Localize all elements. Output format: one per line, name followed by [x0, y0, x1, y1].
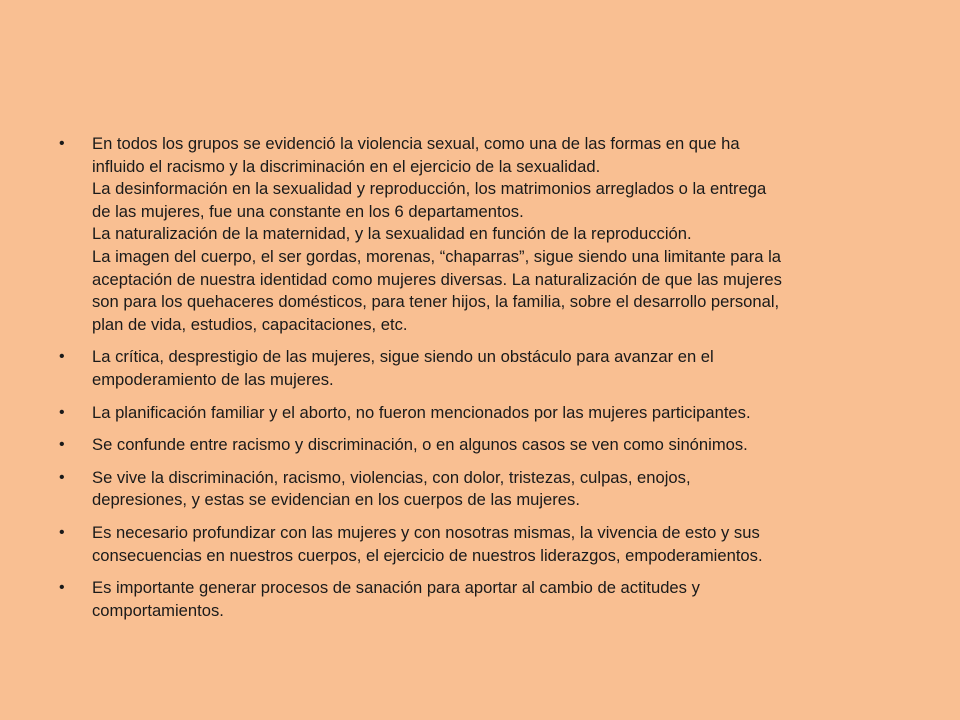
bullet-text-line: En todos los grupos se evidenció la violencia sexual, como una de las formas en que ha	[92, 134, 740, 153]
bullet-dot-icon: •	[59, 348, 65, 366]
bullet-text-line: La crítica, desprestigio de las mujeres, sigue siendo un obstáculo para avanzar en el	[92, 347, 714, 367]
bullet-list	[56, 133, 906, 632]
bullet-text-line: Se vive la discriminación, racismo, violencias, con dolor, tristezas, culpas, enojos,	[92, 467, 691, 487]
bullet-text-line: son para los quehaceres domésticos, para tener hijos, la familia, sobre el desarrollo personal,	[92, 292, 780, 312]
bullet-dot-icon: •	[59, 135, 65, 152]
bullet-text-line: consecuencias en nuestros cuerpos, el ejercicio de nuestros liderazgos, empoderamientos.	[92, 545, 763, 565]
bullet-text-line: comportamientos.	[92, 600, 224, 620]
bullet-dot-icon: •	[59, 403, 65, 421]
bullet-dot-icon: •	[59, 579, 65, 597]
bullet-item	[56, 434, 906, 457]
bullet-text-line: La desinformación en la sexualidad y reproducción, los matrimonios arreglados o la entrega	[92, 179, 767, 199]
bullet-item	[56, 467, 906, 512]
bullet-dot-icon: •	[59, 468, 65, 486]
bullet-text-line: La imagen del cuerpo, el ser gordas, morenas, “chaparras”, sigue siendo una limitante para la	[92, 246, 782, 266]
bullet-dot-icon: •	[59, 523, 65, 541]
bullet-item	[56, 402, 906, 425]
bullet-text-line: La naturalización de la maternidad, y la sexualidad en función de la reproducción.	[92, 224, 692, 244]
bullet-text-line: Es importante generar procesos de sanación para aportar al cambio de actitudes y	[92, 578, 700, 598]
bullet-item	[56, 133, 906, 336]
bullet-text-line: Se confunde entre racismo y discriminación, o en algunos casos se ven como sinónimos.	[92, 435, 748, 455]
bullet-item	[56, 346, 906, 391]
bullet-text-line: aceptación de nuestra identidad como mujeres diversas. La naturalización de que las mujeres	[92, 269, 782, 289]
bullet-text-line: influido el racismo y la discriminación en el ejercicio de la sexualidad.	[92, 156, 601, 176]
bullet-text-line: plan de vida, estudios, capacitaciones, etc.	[92, 314, 408, 334]
bullet-item	[56, 577, 906, 622]
bullet-item	[56, 522, 906, 567]
bullet-text-line: La planificación familiar y el aborto, no fueron mencionados por las mujeres participantes.	[92, 402, 751, 422]
bullet-text-line: depresiones, y estas se evidencian en los cuerpos de las mujeres.	[92, 490, 580, 510]
bullet-text-line: de las mujeres, fue una constante en los 6 departamentos.	[92, 201, 524, 221]
bullet-text-line: empoderamiento de las mujeres.	[92, 369, 334, 389]
bullet-text-line: Es necesario profundizar con las mujeres y con nosotras mismas, la vivencia de esto y sus	[92, 522, 760, 542]
bullet-dot-icon: •	[59, 436, 65, 454]
